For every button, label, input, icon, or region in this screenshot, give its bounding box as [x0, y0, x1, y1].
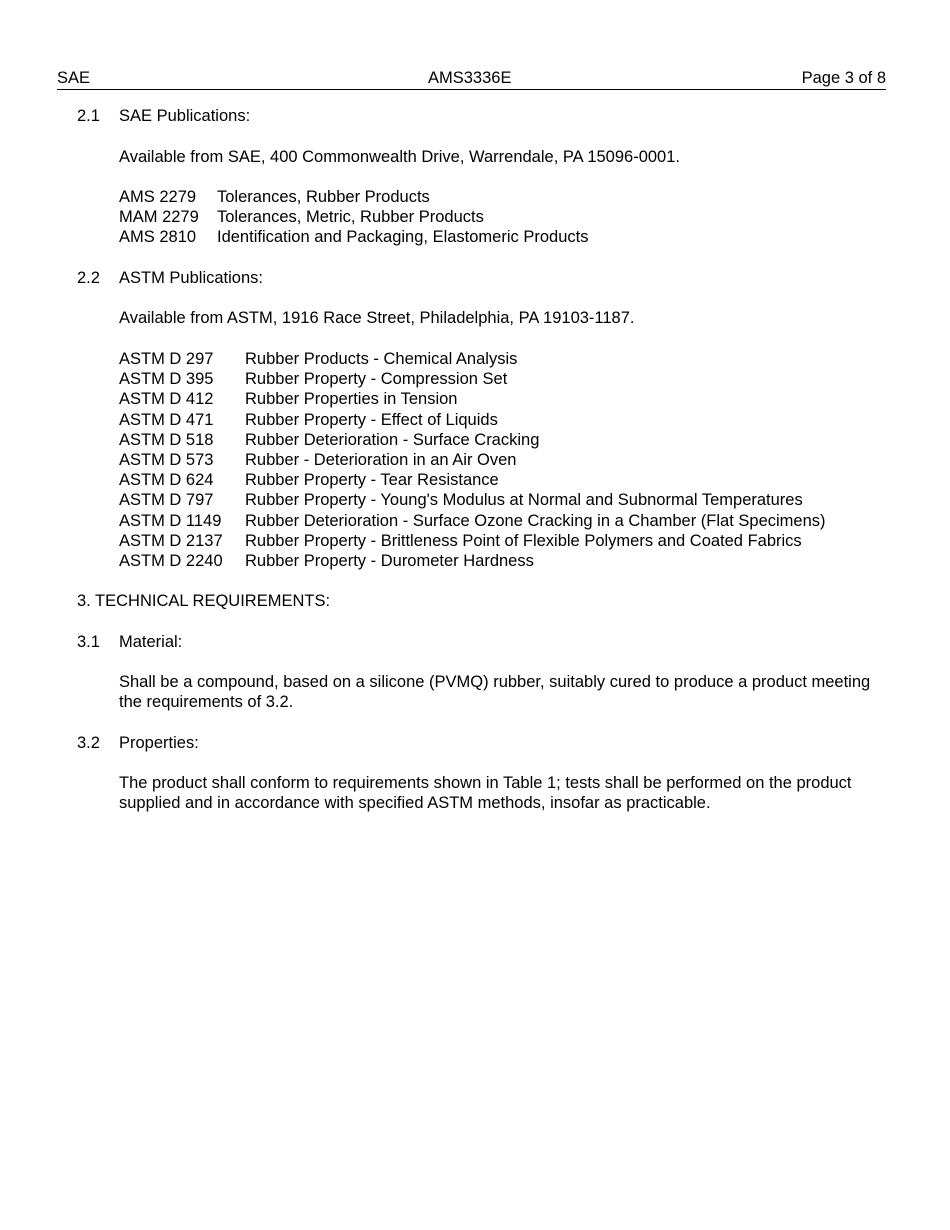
- reference-code: ASTM D 395: [119, 370, 214, 389]
- header-org: SAE: [57, 69, 91, 87]
- section-2-1-number: 2.1: [77, 107, 100, 125]
- reference-desc: Rubber - Deterioration in an Air Oven: [245, 450, 517, 469]
- reference-code: ASTM D 624: [119, 471, 214, 490]
- reference-desc: Rubber Property - Young's Modulus at Normal and Subnormal Temperatures: [245, 491, 803, 510]
- section-2-1-title: SAE Publications:: [119, 107, 251, 125]
- reference-code: ASTM D 2240: [119, 551, 223, 570]
- header-doc-number: AMS3336E: [428, 69, 512, 87]
- reference-desc: Rubber Deterioration - Surface Ozone Cracking in a Chamber (Flat Specimens): [245, 511, 826, 530]
- reference-desc: Rubber Property - Durometer Hardness: [245, 551, 534, 570]
- reference-desc: Rubber Property - Tear Resistance: [245, 471, 499, 490]
- material-paragraph: Shall be a compound, based on a silicone (PVMQ) rubber, suitably cured to produce a product meeting the requirements of 3.2.: [119, 673, 871, 712]
- astm-availability: Available from ASTM, 1916 Race Street, Philadelphia, PA 19103-1187.: [119, 309, 635, 327]
- reference-code: ASTM D 471: [119, 410, 214, 429]
- reference-desc: Rubber Property - Brittleness Point of Flexible Polymers and Coated Fabrics: [245, 531, 802, 550]
- reference-code: ASTM D 2137: [119, 531, 223, 550]
- section-2-2-title: ASTM Publications:: [119, 269, 263, 287]
- reference-code: ASTM D 412: [119, 390, 214, 409]
- sae-availability: Available from SAE, 400 Commonwealth Drive, Warrendale, PA 15096-0001.: [119, 148, 680, 166]
- header-page-number: Page 3 of 8: [801, 69, 886, 87]
- section-3-heading: 3. TECHNICAL REQUIREMENTS:: [77, 592, 331, 610]
- reference-desc: Rubber Property - Effect of Liquids: [245, 410, 498, 429]
- page-header: [57, 68, 886, 90]
- reference-code: AMS 2279: [119, 188, 197, 206]
- properties-paragraph: The product shall conform to requirements shown in Table 1; tests shall be performed on the product supplied and in accordance with specified ASTM methods, insofar as practicable.: [119, 774, 852, 813]
- reference-desc: Identification and Packaging, Elastomeric Products: [217, 228, 589, 247]
- reference-desc: Rubber Products - Chemical Analysis: [245, 350, 518, 368]
- reference-code: AMS 2810: [119, 228, 197, 247]
- reference-code: ASTM D 518: [119, 430, 214, 449]
- reference-desc: Tolerances, Rubber Products: [217, 188, 430, 206]
- section-3-1-title: Material:: [119, 633, 183, 651]
- reference-code: ASTM D 797: [119, 491, 214, 510]
- section-3-2-title: Properties:: [119, 734, 199, 752]
- reference-code: ASTM D 1149: [119, 511, 222, 530]
- section-3-2-number: 3.2: [77, 734, 100, 752]
- reference-desc: Rubber Deterioration - Surface Cracking: [245, 430, 540, 449]
- reference-code: ASTM D 573: [119, 450, 214, 469]
- reference-desc: Rubber Properties in Tension: [245, 390, 458, 409]
- reference-desc: Rubber Property - Compression Set: [245, 370, 508, 389]
- section-2-2-number: 2.2: [77, 269, 100, 287]
- reference-code: ASTM D 297: [119, 350, 214, 368]
- reference-code: MAM 2279: [119, 208, 199, 227]
- reference-desc: Tolerances, Metric, Rubber Products: [217, 208, 484, 227]
- section-3-1-number: 3.1: [77, 633, 100, 651]
